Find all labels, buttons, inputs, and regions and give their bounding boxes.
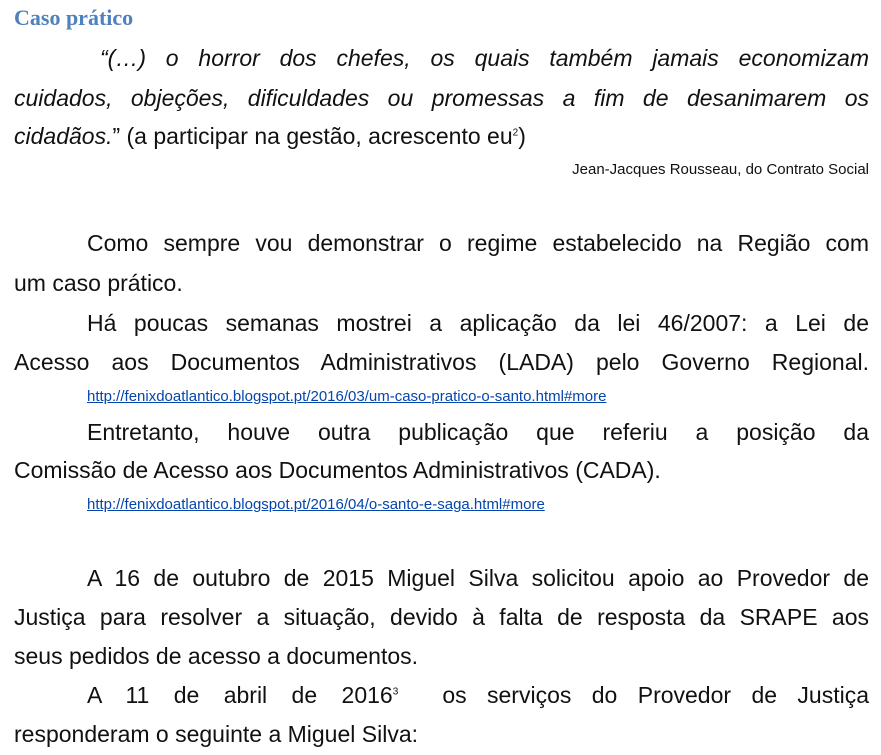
paragraph-3-line-1: Entretanto, houve outra publicação que referiu a posição da <box>87 419 869 445</box>
quote-italic-end: cidadãos. <box>14 123 113 149</box>
footnote-ref-3[interactable]: 3 <box>392 686 399 698</box>
paragraph-5-line-1 <box>87 677 869 713</box>
blog-link-lada[interactable]: http://fenixdoatlantico.blogspot.pt/2016/03/um-caso-pratico-o-santo.html#more <box>87 388 607 405</box>
section-heading: Caso prático <box>14 5 134 30</box>
paragraph-4-line-2: Justiça para resolver a situação, devido à falta de resposta da SRAPE aos <box>14 604 869 630</box>
quote-comment: ” (a participar na gestão, acrescento eu <box>112 123 513 149</box>
paragraph-2-line-1: Há poucas semanas mostrei a aplicação da lei 46/2007: a Lei de <box>87 310 869 336</box>
quote-line-2: cuidados, objeções, dificuldades ou promessas a fim de desanimarem os <box>14 85 869 111</box>
quote-line-3 <box>14 118 869 154</box>
paragraph-4-line-1: A 16 de outubro de 2015 Miguel Silva solicitou apoio ao Provedor de <box>87 565 869 591</box>
footnote-ref-2[interactable]: 2 <box>512 127 519 139</box>
paragraph-5-date: A 11 de abril de 2016 <box>87 682 393 708</box>
paragraph-1-line-2: um caso prático. <box>14 270 183 296</box>
paragraph-1-line-1: Como sempre vou demonstrar o regime estabelecido na Região com <box>87 230 869 256</box>
quote-line-1: “(…) o horror dos chefes, os quais também jamais economizam <box>100 45 869 71</box>
quote-close-paren: ) <box>518 123 526 149</box>
paragraph-5-services: os serviços do Provedor de Justiça <box>442 682 869 708</box>
paragraph-3-line-2: Comissão de Acesso aos Documentos Administrativos (CADA). <box>14 457 661 483</box>
blog-link-cada[interactable]: http://fenixdoatlantico.blogspot.pt/2016/04/o-santo-e-saga.html#more <box>87 496 545 513</box>
paragraph-5-date-wrap <box>87 677 398 713</box>
paragraph-2-line-2: Acesso aos Documentos Administrativos (LADA) pelo Governo Regional. <box>14 349 869 375</box>
paragraph-5-line-2: responderam o seguinte a Miguel Silva: <box>14 721 419 747</box>
quote-attribution: Jean-Jacques Rousseau, do Contrato Social <box>572 161 869 178</box>
paragraph-4-line-3: seus pedidos de acesso a documentos. <box>14 643 419 669</box>
